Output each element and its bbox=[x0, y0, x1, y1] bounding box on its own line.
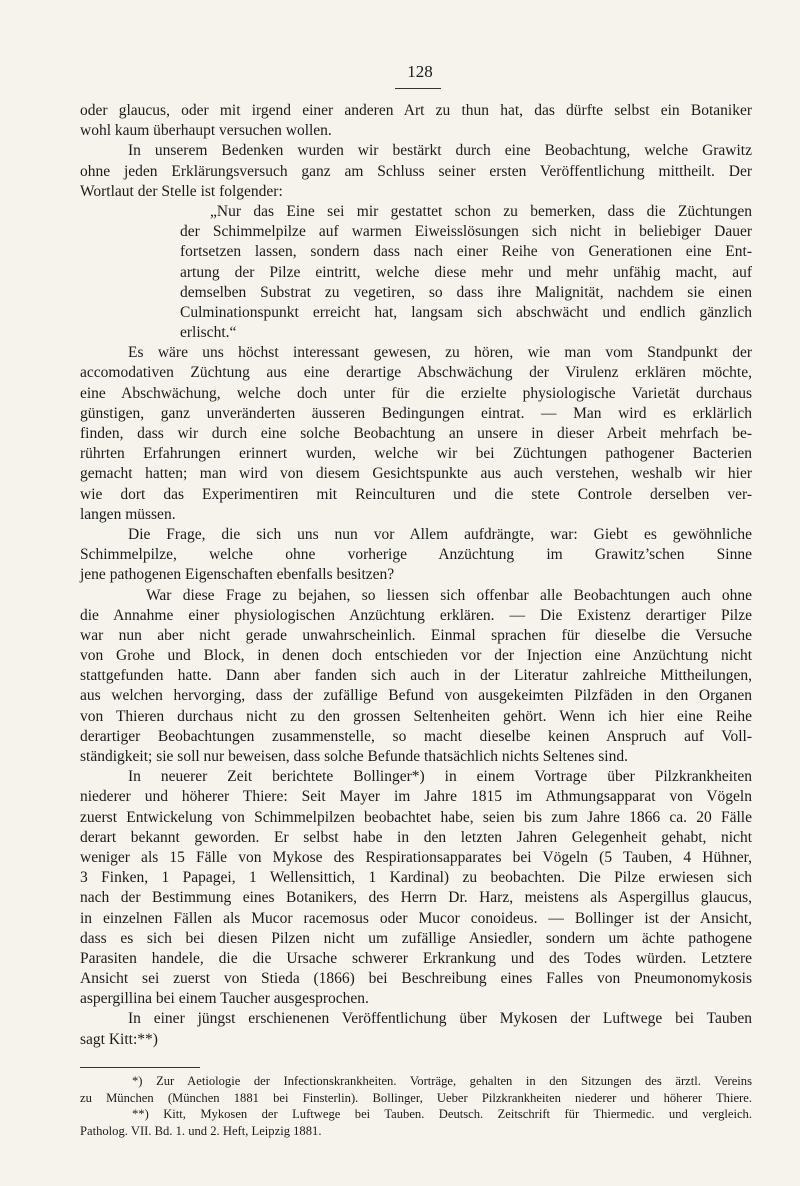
text-line: die Annahme einer physiologischen Anzüchtung erklären. — Die Existenz derartiger Pilze bbox=[80, 606, 752, 624]
page-number: 128 bbox=[407, 62, 433, 81]
quote-line: der Schimmelpilze auf warmen Eiweisslösungen sich nicht in beliebiger Dauer bbox=[180, 223, 752, 241]
text-line: derartiger Beobachtungen zusammenstelle, so macht dieselbe keinen Anspruch auf Voll- bbox=[80, 727, 752, 745]
text-line: wohl kaum überhaupt versuchen wollen. bbox=[80, 122, 332, 140]
quote-line: demselben Substrat zu vegetiren, so dass ihre Malignität, nachdem sie einen bbox=[180, 283, 752, 301]
text-line: von Grohe und Block, in denen doch entschieden vor der Injection eine Anzüchtung nicht bbox=[80, 647, 752, 665]
quote-line: Culminationspunkt erreicht hat, langsam sich abschwächt und endlich gänzlich bbox=[180, 303, 752, 321]
text-line: derart bekannt geworden. Er selbst habe in den letzten Jahren Gelegenheit gehabt, nicht bbox=[80, 828, 752, 846]
footnote-line: *) Zur Aetiologie der Infectionskrankheiten. Vorträge, gehalten in den Sitzungen des ärztl. Vereins bbox=[132, 1074, 752, 1088]
text-line: In neuerer Zeit berichtete Bollinger*) in einem Vortrage über Pilzkrankheiten bbox=[128, 768, 752, 786]
text-line: war nun aber nicht gerade unwahrscheinlich. Einmal sprachen für dieselbe die Versuche bbox=[80, 626, 752, 644]
text-line: langen müssen. bbox=[80, 505, 176, 523]
text-line: stattgefunden hatte. Dann aber fanden sich auch in der Literatur zahlreiche Mittheilungen, bbox=[80, 667, 752, 685]
text-line: aus welchen hervorging, dass der zufällige Befund von ausgekeimten Pilzfäden in den Organen bbox=[80, 687, 752, 705]
text-line: niederer und höherer Thiere: Seit Mayer im Jahre 1815 im Athmungsapparat von Vögeln bbox=[80, 788, 752, 806]
text-line: accomodativen Züchtung aus eine derartige Abschwächung der Virulenz erklären möchte, bbox=[80, 364, 752, 382]
text-line: Die Frage, die sich uns nun vor Allem aufdrängte, war: Giebt es gewöhnliche bbox=[128, 525, 752, 543]
text-line: dass es sich bei diesen Pilzen nicht um zufällige Ansiedler, sondern um ächte pathogene bbox=[80, 929, 752, 947]
text-line: wie dort das Experimentiren mit Reinculturen und die stete Controle derselben ver- bbox=[80, 485, 752, 503]
quote-line: erlischt.“ bbox=[180, 324, 237, 342]
text-line: günstigen, ganz unveränderten äusseren Bedingungen eintrat. — Man wird es erklärlich bbox=[80, 404, 752, 422]
text-line: sagt Kitt:**) bbox=[80, 1030, 158, 1048]
text-line: Es wäre uns höchst interessant gewesen, zu hören, wie man vom Standpunkt der bbox=[128, 344, 752, 362]
text-line: nach der Bestimmung eines Botanikers, des Herrn Dr. Harz, meistens als Aspergillus glaucus, bbox=[80, 889, 752, 907]
text-line: ständigkeit; sie soll nur beweisen, dass solche Befunde thatsächlich nichts Seltenes sind. bbox=[80, 748, 628, 765]
text-line: in einzelnen Fällen als Mucor racemosus oder Mucor conoideus. — Bollinger ist der Ansicht, bbox=[80, 909, 752, 927]
text-line: gemacht hatten; man wird von diesem Gesichtspunkte aus auch verstehen, weshalb wir hier bbox=[80, 465, 752, 483]
footnote-line: zu München (München 1881 bei Finsterlin). Bollinger, Ueber Pilzkrankheiten niederer und höherer Thiere. bbox=[80, 1090, 752, 1105]
page-number-rule bbox=[395, 88, 441, 89]
text-line: Wortlaut der Stelle ist folgender: bbox=[80, 182, 283, 200]
text-line: jene pathogenen Eigenschaften ebenfalls besitzen? bbox=[80, 566, 395, 584]
text-line: In einer jüngst erschienenen Veröffentlichung über Mykosen der Luftwege bei Tauben bbox=[128, 1010, 752, 1028]
footnote-separator bbox=[80, 1067, 200, 1068]
quote-line: fortsetzen lassen, sondern dass nach einer Reihe von Generationen eine Ent- bbox=[180, 243, 752, 261]
text-line: eine Abschwächung, welche doch unter für die erzielte physiologische Varietät durchaus bbox=[80, 384, 752, 402]
text-line: oder glaucus, oder mit irgend einer anderen Art zu thun hat, das dürfte selbst ein Botaniker bbox=[80, 102, 752, 119]
text-line: War diese Frage zu bejahen, so liessen sich offenbar alle Beobachtungen auch ohne bbox=[146, 586, 752, 604]
footnotes bbox=[80, 1073, 752, 1139]
text-line: weniger als 15 Fälle von Mykose des Respirationsapparates bei Vögeln (5 Tauben, 4 Hühner, bbox=[80, 848, 752, 866]
footnote-line: Patholog. VII. Bd. 1. und 2. Heft, Leipzig 1881. bbox=[80, 1123, 322, 1138]
text-line: aspergillina bei einem Taucher ausgesprochen. bbox=[80, 990, 369, 1008]
text-line: zuerst Entwickelung von Schimmelpilzen beobachtet habe, seien bis zum Jahre 1866 ca. 20 Fälle bbox=[80, 808, 752, 826]
text-line: Parasiten handele, die die Ursache schwerer Erkrankung und des Todes würden. Letztere bbox=[80, 949, 752, 967]
quote-line: „Nur das Eine sei mir gestattet schon zu bemerken, dass die Züchtungen bbox=[210, 202, 752, 220]
text-line: finden, dass wir durch eine solche Beobachtung an unsere in dieser Arbeit mehrfach be- bbox=[80, 425, 752, 442]
text-line: rührten Erfahrungen erinnert wurden, welche wir bei Züchtungen pathogener Bacterien bbox=[80, 445, 752, 463]
text-line: von Thieren durchaus nicht zu den grossen Seltenheiten gehört. Wenn ich hier eine Reihe bbox=[80, 707, 752, 725]
body-text bbox=[80, 101, 752, 1050]
text-line: ohne jeden Erklärungsversuch ganz am Schluss seiner ersten Veröffentlichung mittheilt. Der bbox=[80, 162, 752, 180]
text-line: Schimmelpilze, welche ohne vorherige Anzüchtung im Grawitz’schen Sinne bbox=[80, 546, 752, 564]
footnote-line: **) Kitt, Mykosen der Luftwege bei Tauben. Deutsch. Zeitschrift für Thiermedic. und vergleich. bbox=[132, 1107, 752, 1121]
text-line: In unserem Bedenken wurden wir bestärkt durch eine Beobachtung, welche Grawitz bbox=[128, 142, 752, 160]
text-line: 3 Finken, 1 Papagei, 1 Wellensittich, 1 Kardinal) zu beobachten. Die Pilze erwiesen sich bbox=[80, 869, 752, 887]
quote-line: artung der Pilze eintritt, welche diese mehr und mehr unfähig macht, auf bbox=[180, 263, 752, 281]
text-line: Ansicht sei zuerst von Stieda (1866) bei Beschreibung eines Falles von Pneumonomykosis bbox=[80, 970, 752, 988]
